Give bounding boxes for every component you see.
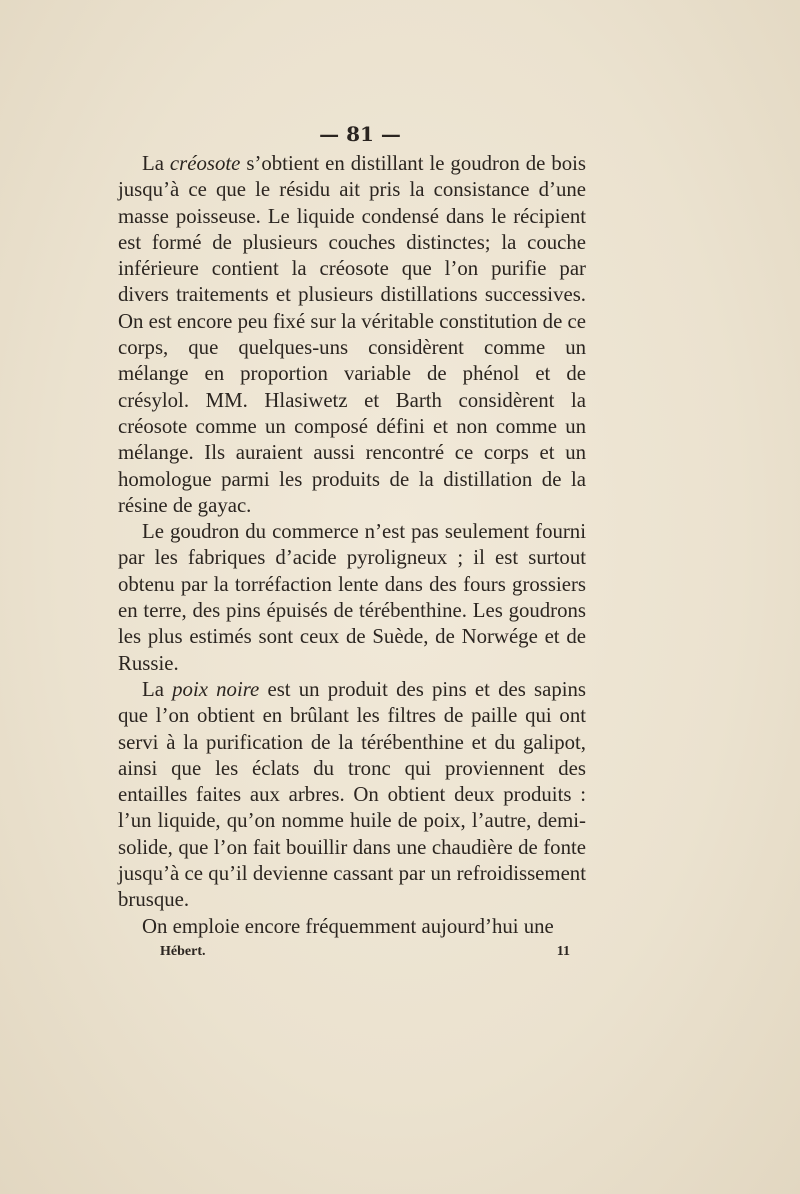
paragraph-1: La créosote s’obtient en distillant le goudron de bois jusqu’à ce que le résidu ait pris la consistance d’une masse poisseuse. Le liquide condensé dans le récipient est formé de plusieurs couches distinctes; la couche inférieure contient la créosote que l’on purifie par divers traitements et plusieurs distillations successives. On est encore peu fixé sur la véritable constitution de ce corps, que quelques-uns considèrent comme un mélange en proportion variable de phénol et de crésylol. MM. Hlasiwetz et Barth considèrent la créosote comme un composé défini et non comme un mélange. Ils auraient aussi rencontré ce corps et un homologue parmi les produits de la distillation de la résine de gayac.: [118, 152, 586, 517]
paragraph-3: La poix noire est un produit des pins et des sapins que l’on obtient en brûlant les filtres de paille qui ont servi à la purification de la térébenthine et du galipot, ainsi que les éclats du tronc qui proviennent des entailles faites aux arbres. On obtient deux produits : l’un liquide, qu’on nomme huile de poix, l’autre, demi-solide, que l’on fait bouillir dans une chaudière de fonte jusqu’à ce qu’il devienne cassant par un refroidissement brusque.: [118, 677, 586, 912]
paragraph-2: Le goudron du commerce n’est pas seulement fourni par les fabriques d’acide pyroligneux ; il est surtout obtenu par la torréfaction lente dans des fours grossiers en terre, des pins épuisés de térébenthine. Les goudrons les plus estimés sont ceux de Suède, de Norwége et de Russie.: [118, 520, 586, 675]
term-creosote: créosote: [169, 152, 241, 175]
body-text: [118, 151, 586, 940]
paragraph-4: On emploie encore fréquemment aujourd’hui une: [142, 914, 554, 938]
signature-author: Hébert.: [160, 944, 206, 959]
signature-number: 11: [556, 944, 570, 959]
term-poix-noire: poix noire: [172, 677, 260, 701]
page-number: — 81 —: [319, 122, 401, 146]
